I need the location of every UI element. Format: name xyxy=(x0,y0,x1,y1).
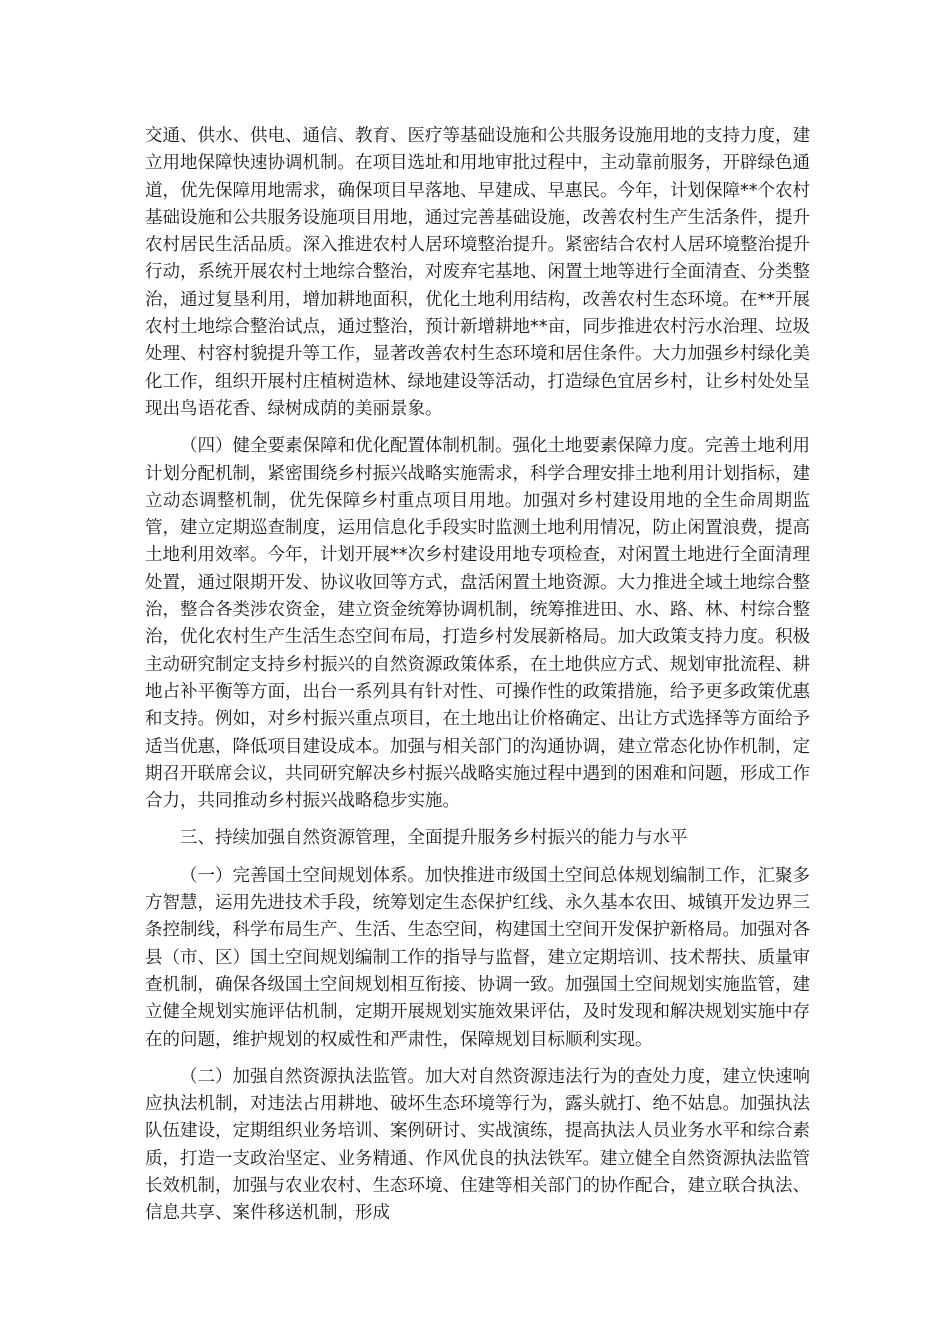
paragraph-subsection-1: （一）完善国土空间规划体系。加快推进市级国土空间总体规划编制工作，汇聚多方智慧，运用先进技术手段，统筹划定生态保护红线、永久基本农田、城镇开发边界三条控制线，科学布局生产、生活、生态空间，构建国土空间开发保护新格局。加强对各县（市、区）国土空间规划编制工作的指导与监督，建立定期培训、技术帮扶、质量审查机制，确保各级国土空间规划相互衔接、协调一致。加强国土空间规划实施监管，建立健全规划实施评估机制，定期开展规划实施效果评估，及时发现和解决规划实施中存在的问题，维护规划的权威性和严肃性，保障规划目标顺利实现。 xyxy=(145,865,810,1050)
document-body xyxy=(145,123,810,1238)
paragraph-subsection-2: （二）加强自然资源执法监管。加大对自然资源违法行为的查处力度，建立快速响应执法机制，对违法占用耕地、破坏生态环境等行为，露头就打、绝不姑息。加强执法队伍建设，定期组织业务培训、案例研讨、实战演练，提高执法人员业务水平和综合素质，打造一支政治坚定、业务精通、作风优良的执法铁军。建立健全自然资源执法监管长效机制，加强与农业农村、生态环境、住建等相关部门的协作配合，建立联合执法、信息共享、案件移送机制，形成 xyxy=(145,1066,810,1224)
paragraph-continued: 交通、供水、供电、通信、教育、医疗等基础设施和公共服务设施用地的支持力度，建立用地保障快速协调机制。在项目选址和用地审批过程中，主动靠前服务，开辟绿色通道，优先保障用地需求，确保项目早落地、早建成、早惠民。今年，计划保障**个农村基础设施和公共服务设施项目用地，通过完善基础设施，改善农村生产生活条件，提升农村居民生活品质。深入推进农村人居环境整治提升。紧密结合农村人居环境整治提升行动，系统开展农村土地综合整治，对废弃宅基地、闲置土地等进行全面清查、分类整治，通过复垦利用，增加耕地面积，优化土地利用结构，改善农村生态环境。在**开展农村土地综合整治试点，通过整治，预计新增耕地**亩，同步推进农村污水治理、垃圾处理、村容村貌提升等工作，显著改善农村生态环境和居住条件。大力加强乡村绿化美化工作，组织开展村庄植树造林、绿地建设等活动，打造绿色宜居乡村，让乡村处处呈现出鸟语花香、绿树成荫的美丽景象。 xyxy=(145,126,810,419)
paragraph-section-4: （四）健全要素保障和优化配置体制机制。强化土地要素保障力度。完善土地利用计划分配机制，紧密围绕乡村振兴战略实施需求，科学合理安排土地利用计划指标，建立动态调整机制，优先保障乡村重点项目用地。加强对乡村建设用地的全生命周期监管，建立定期巡查制度，运用信息化手段实时监测土地利用情况，防止闲置浪费，提高土地利用效率。今年，计划开展**次乡村建设用地专项检查，对闲置土地进行全面清理处置，通过限期开发、协议收回等方式，盘活闲置土地资源。大力推进全域土地综合整治，整合各类涉农资金，建立资金统筹协调机制，统筹推进田、水、路、林、村综合整治，优化农村生产生活生态空间布局，打造乡村发展新格局。加大政策支持力度。积极主动研究制定支持乡村振兴的自然资源政策体系，在土地供应方式、规划审批流程、耕地占补平衡等方面，出台一系列具有针对性、可操作性的政策措施，给予更多政策优惠和支持。例如，对乡村振兴重点项目，在土地出让价格确定、出让方式选择等方面给予适当优惠，降低项目建设成本。加强与相关部门的沟通协调，建立常态化协作机制，定期召开联席会议，共同研究解决乡村振兴战略实施过程中遇到的困难和问题，形成工作合力，共同推动乡村振兴战略稳步实施。 xyxy=(145,436,810,812)
section-heading-3: 三、持续加强自然资源管理，全面提升服务乡村振兴的能力与水平 xyxy=(180,828,688,849)
